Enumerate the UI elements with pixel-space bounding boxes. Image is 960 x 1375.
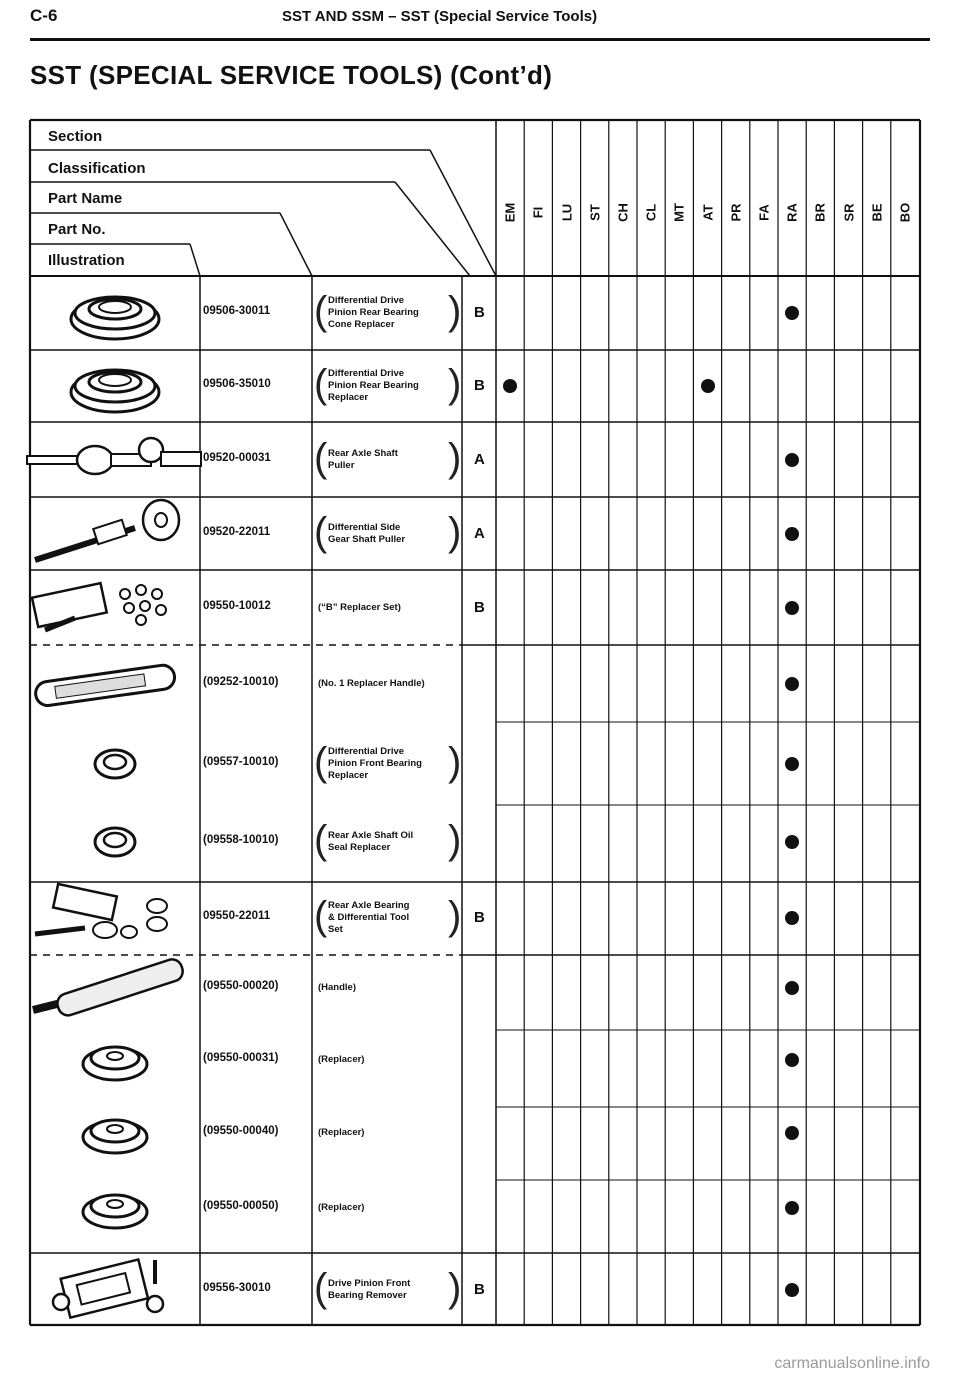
applicable-mark-ra bbox=[785, 835, 799, 849]
part-number: 09520-22011 bbox=[203, 526, 271, 538]
header-diagonal bbox=[395, 182, 470, 276]
section-header-be: BE bbox=[869, 203, 885, 222]
axle-shaft-puller-illustration bbox=[27, 438, 201, 474]
classification-letter: A bbox=[474, 451, 485, 468]
part-number: 09520-00031 bbox=[203, 452, 271, 464]
applicable-mark-at bbox=[701, 379, 715, 393]
right-bracket: ) bbox=[448, 740, 462, 784]
replacer-handle-illustration bbox=[34, 664, 176, 707]
classification-letter: B bbox=[474, 1281, 485, 1298]
bearing-replacer-illustration bbox=[71, 370, 159, 412]
part-name-line: Differential Side bbox=[328, 522, 401, 533]
left-bracket: ( bbox=[314, 818, 328, 862]
applicable-mark-ra bbox=[785, 1201, 799, 1215]
section-header-br: BR bbox=[812, 203, 828, 222]
classification-letter: B bbox=[474, 377, 485, 394]
section-header-pr: PR bbox=[728, 203, 744, 222]
part-name-line: Differential Drive bbox=[328, 368, 405, 379]
section-header-lu: LU bbox=[559, 203, 574, 222]
handle-illustration bbox=[33, 957, 185, 1018]
applicable-mark-em bbox=[503, 379, 517, 393]
applicable-mark-ra bbox=[785, 453, 799, 467]
applicable-mark-ra bbox=[785, 1283, 799, 1297]
classification-letter: A bbox=[474, 525, 485, 542]
classification-label: Classification bbox=[48, 160, 146, 177]
bearing-cone-replacer-illustration bbox=[71, 297, 159, 339]
left-bracket: ( bbox=[314, 362, 328, 406]
part-name-line: Differential Drive bbox=[328, 746, 405, 757]
classification-letter: B bbox=[474, 304, 485, 321]
part-name-line: Bearing Remover bbox=[328, 1290, 407, 1301]
part-number: (09550-00031) bbox=[203, 1052, 279, 1064]
part-name-line: (Handle) bbox=[318, 982, 356, 993]
replacer-set-illustration bbox=[32, 583, 166, 630]
replacer-illustration bbox=[83, 1195, 147, 1228]
header-diagonal bbox=[280, 213, 312, 276]
part-name-line: Pinion Rear Bearing bbox=[328, 307, 419, 318]
section-header-bo: BO bbox=[897, 202, 913, 223]
part-name-label: Part Name bbox=[48, 190, 123, 207]
part-name-line: Pinion Front Bearing bbox=[328, 758, 422, 769]
section-header-cl: CL bbox=[643, 203, 659, 222]
part-name-line: Puller bbox=[328, 460, 355, 471]
page-number: C-6 bbox=[30, 6, 58, 25]
applicable-mark-ra bbox=[785, 1126, 799, 1140]
classification-letter: B bbox=[474, 599, 485, 616]
right-bracket: ) bbox=[448, 436, 462, 480]
part-name-line: Rear Axle Bearing bbox=[328, 900, 410, 911]
section-header-sr: SR bbox=[841, 203, 856, 222]
applicable-mark-ra bbox=[785, 911, 799, 925]
section-header-ra: RA bbox=[784, 203, 800, 222]
part-name-line: Seal Replacer bbox=[328, 842, 391, 853]
section-header-at: AT bbox=[700, 204, 715, 221]
part-name-line: Rear Axle Shaft bbox=[328, 448, 398, 459]
part-number: 09550-10012 bbox=[203, 600, 271, 612]
part-number: 09550-22011 bbox=[203, 910, 271, 922]
right-bracket: ) bbox=[448, 362, 462, 406]
left-bracket: ( bbox=[314, 436, 328, 480]
part-number: (09550-00040) bbox=[203, 1125, 279, 1137]
part-name-line: Set bbox=[328, 924, 343, 935]
section-label: Section bbox=[48, 128, 103, 145]
applicable-mark-ra bbox=[785, 306, 799, 320]
part-number: 09556-30010 bbox=[203, 1282, 271, 1294]
part-name-line: (No. 1 Replacer Handle) bbox=[318, 678, 425, 689]
bearing-remover-illustration bbox=[53, 1259, 163, 1317]
footer-url: carmanualsonline.info bbox=[774, 1355, 930, 1372]
part-number: (09557-10010) bbox=[203, 756, 279, 768]
section-header-mt: MT bbox=[671, 203, 687, 222]
applicable-mark-ra bbox=[785, 677, 799, 691]
front-bearing-replacer-illustration bbox=[95, 750, 135, 778]
part-number: (09558-10010) bbox=[203, 834, 279, 846]
part-number: (09252-10010) bbox=[203, 676, 279, 688]
applicable-mark-ra bbox=[785, 527, 799, 541]
left-bracket: ( bbox=[314, 894, 328, 938]
left-bracket: ( bbox=[314, 289, 328, 333]
right-bracket: ) bbox=[448, 818, 462, 862]
section-header-em: EM bbox=[502, 202, 518, 223]
section-header-fa: FA bbox=[756, 204, 772, 221]
part-name-line: Gear Shaft Puller bbox=[328, 534, 406, 545]
part-number: (09550-00050) bbox=[203, 1200, 279, 1212]
right-bracket: ) bbox=[448, 1266, 462, 1310]
part-number: (09550-00020) bbox=[203, 980, 279, 992]
part-name-line: Pinion Rear Bearing bbox=[328, 380, 419, 391]
part-name-line: Drive Pinion Front bbox=[328, 1278, 411, 1289]
applicable-mark-ra bbox=[785, 601, 799, 615]
left-bracket: ( bbox=[314, 1266, 328, 1310]
applicable-mark-ra bbox=[785, 757, 799, 771]
left-bracket: ( bbox=[314, 510, 328, 554]
header-diagonal bbox=[430, 150, 496, 276]
section-header-st: ST bbox=[587, 204, 603, 221]
section-header-fi: FI bbox=[530, 206, 546, 219]
part-name-line: Replacer bbox=[328, 392, 369, 403]
replacer-illustration bbox=[83, 1047, 147, 1080]
applicable-mark-ra bbox=[785, 1053, 799, 1067]
page-title: SST (SPECIAL SERVICE TOOLS) (Cont’d) bbox=[30, 60, 553, 90]
part-name-line: & Differential Tool bbox=[328, 912, 410, 923]
applicable-mark-ra bbox=[785, 981, 799, 995]
classification-letter: B bbox=[474, 909, 485, 926]
part-name-line: (Replacer) bbox=[318, 1127, 365, 1138]
tool-set-illustration bbox=[35, 884, 167, 938]
side-gear-shaft-puller-illustration bbox=[35, 500, 179, 560]
part-name-line: Differential Drive bbox=[328, 295, 405, 306]
left-bracket: ( bbox=[314, 740, 328, 784]
oil-seal-replacer-illustration bbox=[95, 828, 135, 856]
part-number: 09506-30011 bbox=[203, 305, 271, 317]
illustration-label: Illustration bbox=[48, 252, 125, 269]
part-name-line: Replacer bbox=[328, 770, 369, 781]
replacer-illustration bbox=[83, 1120, 147, 1153]
part-name-line: (Replacer) bbox=[318, 1054, 365, 1065]
right-bracket: ) bbox=[448, 510, 462, 554]
part-name-line: (Replacer) bbox=[318, 1202, 365, 1213]
part-number: 09506-35010 bbox=[203, 378, 271, 390]
right-bracket: ) bbox=[448, 289, 462, 333]
header-diagonal bbox=[190, 244, 200, 276]
part-no-label: Part No. bbox=[48, 221, 106, 238]
running-title: SST AND SSM – SST (Special Service Tools) bbox=[282, 8, 598, 25]
part-name-line: Cone Replacer bbox=[328, 319, 395, 330]
part-name-line: Rear Axle Shaft Oil bbox=[328, 830, 414, 841]
part-name-line: (“B” Replacer Set) bbox=[318, 602, 401, 613]
right-bracket: ) bbox=[448, 894, 462, 938]
section-header-ch: CH bbox=[615, 203, 631, 222]
